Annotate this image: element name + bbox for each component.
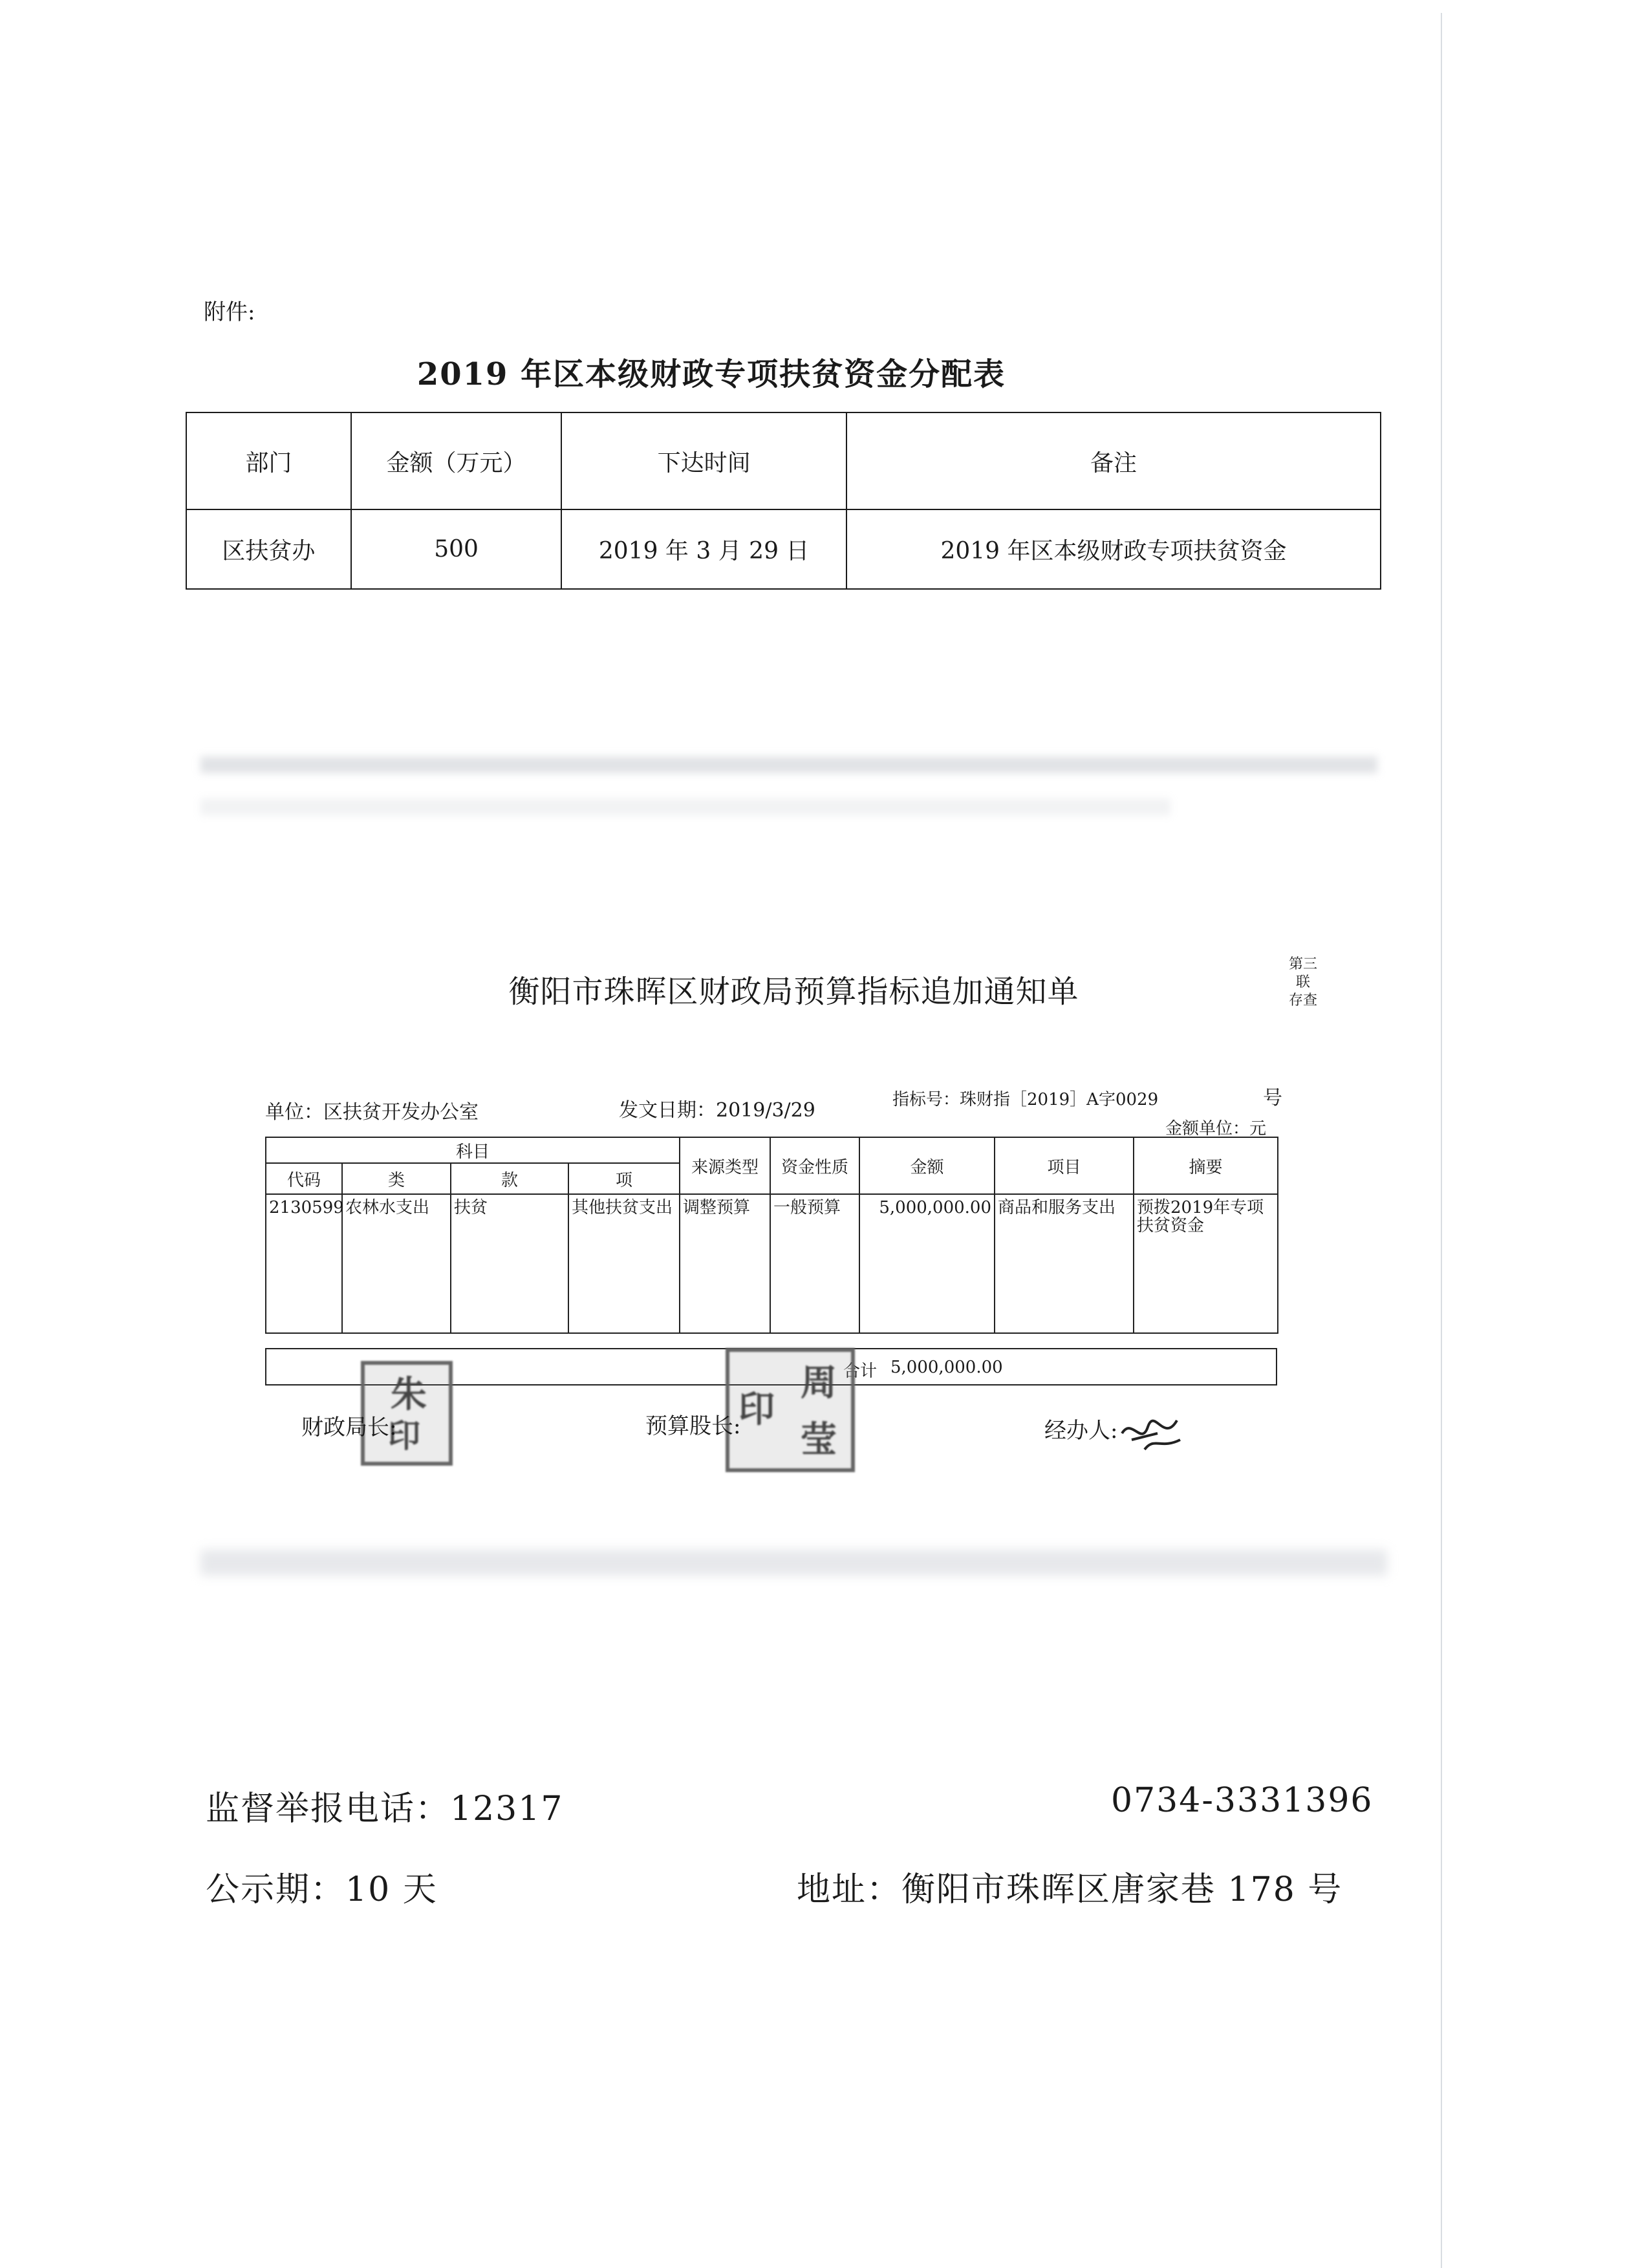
- notice-table: [265, 1137, 1278, 1334]
- seal-character: 印: [388, 1417, 420, 1455]
- notice-amount-unit: 金额单位：元: [1165, 1119, 1267, 1139]
- attachment-label: 附件:: [204, 299, 255, 325]
- seal-stamp: [726, 1348, 855, 1472]
- copy-mark-line: 存查: [1288, 992, 1317, 1009]
- header-section: 款: [451, 1163, 568, 1194]
- allocation-table: [186, 412, 1381, 590]
- page-edge: [1441, 13, 1442, 2268]
- cell-code: 2130599: [266, 1194, 342, 1333]
- copy-mark-line: 联: [1295, 974, 1310, 990]
- allocation-header-row: [186, 412, 1381, 509]
- publicity-period: 公示期：10 天: [206, 1870, 438, 1909]
- header-source-type: 来源类型: [680, 1137, 770, 1194]
- cell-amount: 500: [351, 509, 562, 589]
- notice-index-number: 指标号：珠财指［2019］A字0029: [892, 1090, 1159, 1109]
- copy-mark-line: 第三: [1288, 956, 1317, 972]
- report-hotline: 监督举报电话：12317: [206, 1790, 564, 1828]
- signature-finance-director: 财政局长:: [301, 1415, 397, 1440]
- cell-fund-nature: 一般预算: [770, 1194, 859, 1333]
- document-title: 2019 年区本级财政专项扶贫资金分配表: [416, 356, 1006, 392]
- header-amount: 金额: [859, 1137, 995, 1194]
- notice-header-row: [266, 1137, 1278, 1163]
- scan-artifact: [200, 1550, 1387, 1576]
- handwritten-signature: [1119, 1414, 1183, 1453]
- header-project: 项目: [995, 1137, 1134, 1194]
- cell-category: 农林水支出: [342, 1194, 451, 1333]
- cell-department: 区扶贫办: [186, 509, 351, 589]
- seal-character: 朱: [391, 1373, 427, 1416]
- scan-artifact: [200, 798, 1170, 815]
- notice-hao: 号: [1263, 1087, 1282, 1109]
- notice-data-row: [266, 1194, 1278, 1333]
- header-amount: 金额（万元）: [351, 412, 562, 509]
- cell-item: 其他扶贫支出: [568, 1194, 680, 1333]
- notice-unit: 单位：区扶贫开发办公室: [265, 1101, 479, 1124]
- header-summary: 摘要: [1134, 1137, 1278, 1194]
- header-subject-group: 科目: [266, 1137, 680, 1163]
- signature-handler: 经办人:: [1044, 1418, 1118, 1444]
- cell-remark: 2019 年区本级财政专项扶贫资金: [846, 509, 1381, 589]
- copy-mark: [1284, 956, 1322, 1010]
- seal-character: 印: [738, 1388, 775, 1431]
- cell-section: 扶贫: [451, 1194, 568, 1333]
- cell-project: 商品和服务支出: [995, 1194, 1134, 1333]
- seal-character: 周: [801, 1362, 837, 1404]
- cell-source-type: 调整预算: [680, 1194, 770, 1333]
- scan-artifact: [200, 756, 1377, 773]
- office-address: 地址：衡阳市珠晖区唐家巷 178 号: [797, 1870, 1343, 1909]
- header-item: 项: [568, 1163, 680, 1194]
- cell-summary: 预拨2019年专项扶贫资金: [1134, 1194, 1278, 1333]
- cell-issue-time: 2019 年 3 月 29 日: [561, 509, 846, 589]
- seal-character: 莹: [801, 1418, 837, 1461]
- header-issue-time: 下达时间: [561, 412, 846, 509]
- scanned-notice: [200, 753, 1387, 1584]
- header-code: 代码: [266, 1163, 342, 1194]
- header-department: 部门: [186, 412, 351, 509]
- total-value: 5,000,000.00: [890, 1358, 1003, 1377]
- allocation-data-row: [186, 509, 1381, 589]
- header-fund-nature: 资金性质: [770, 1137, 859, 1194]
- total-label: 合计: [843, 1362, 878, 1381]
- contact-phone: 0734-3331396: [1111, 1781, 1374, 1820]
- cell-amount: 5,000,000.00: [859, 1194, 995, 1333]
- notice-issue-date: 发文日期：2019/3/29: [619, 1099, 815, 1122]
- notice-title: 衡阳市珠晖区财政局预算指标追加通知单: [508, 974, 1079, 1010]
- signature-budget-chief: 预算股长:: [645, 1413, 741, 1439]
- header-remark: 备注: [846, 412, 1381, 509]
- header-category: 类: [342, 1163, 451, 1194]
